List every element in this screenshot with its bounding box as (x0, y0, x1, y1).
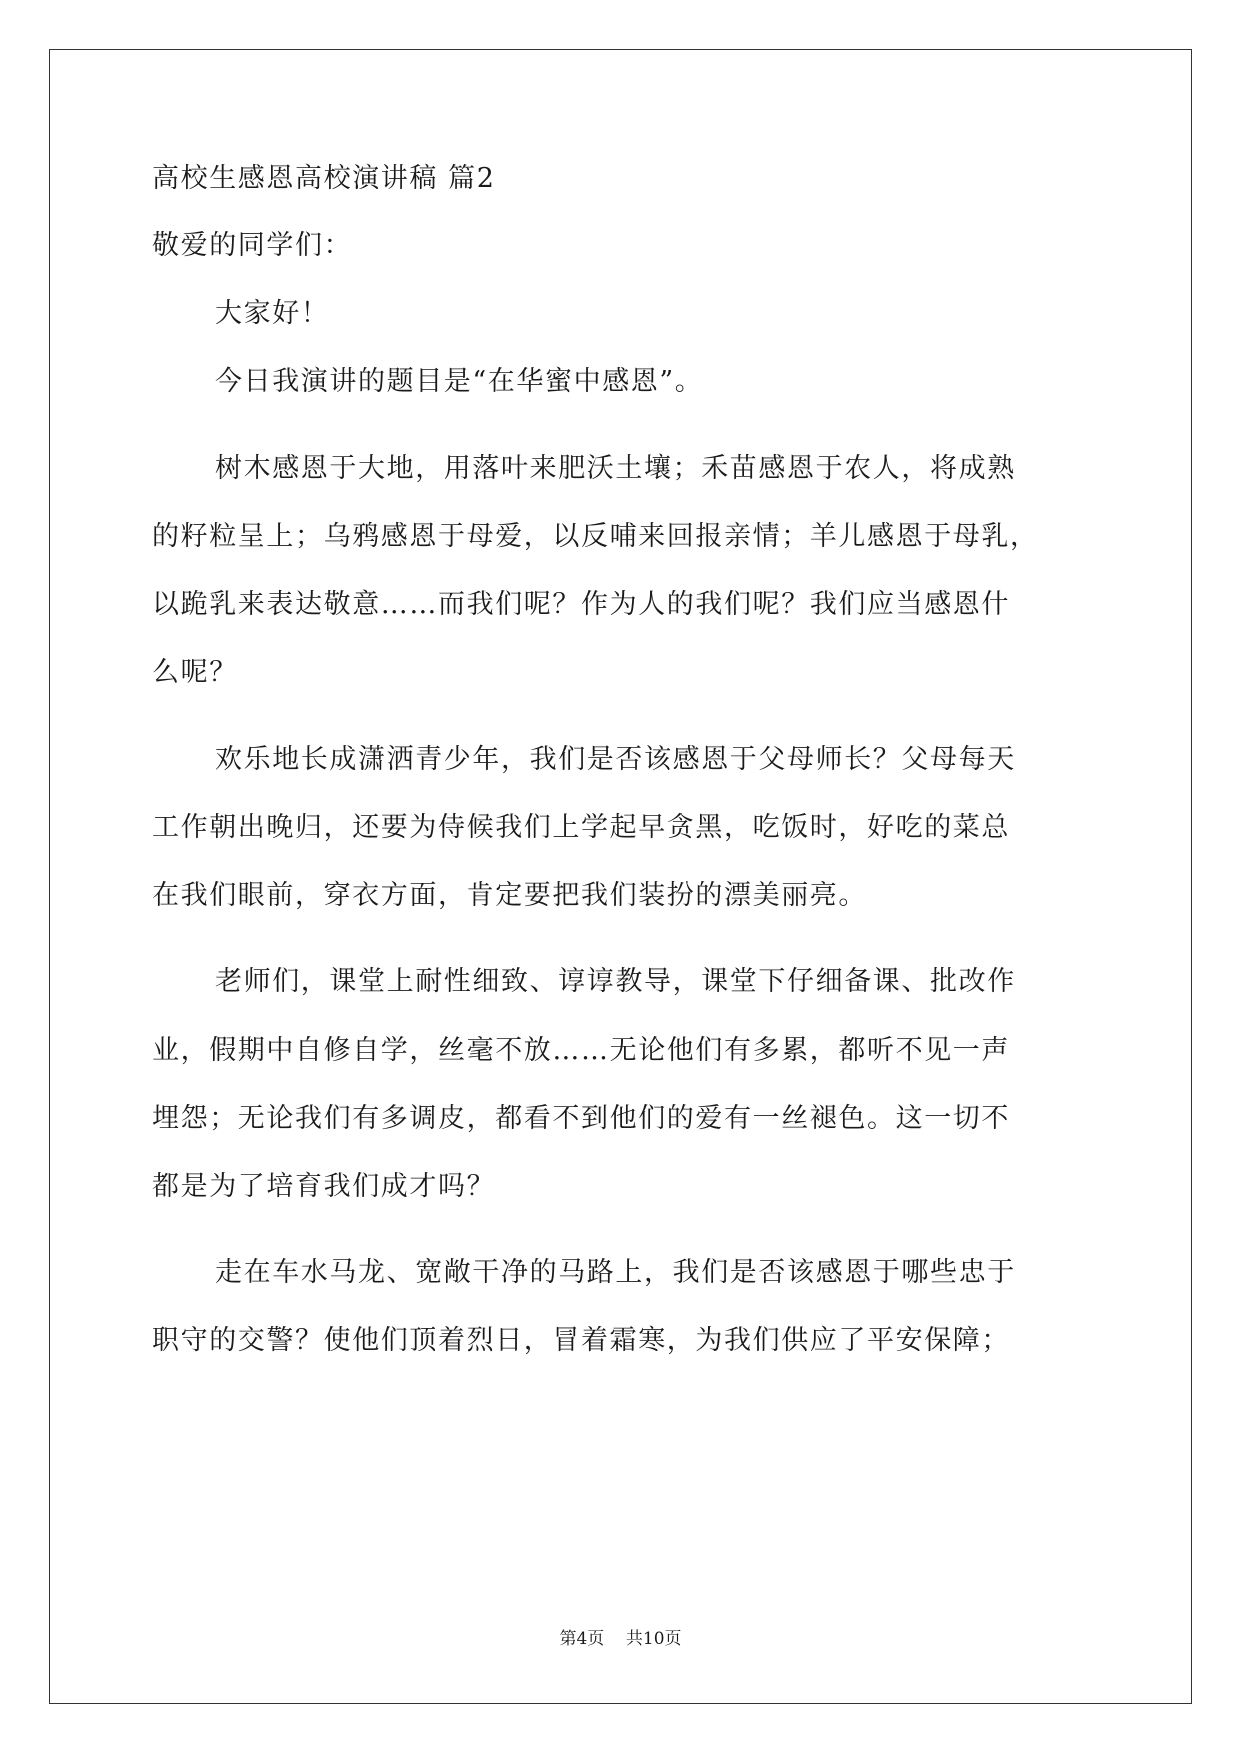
paragraph-line: 的籽粒呈上；乌鸦感恩于母爱，以反哺来回报亲情；羊儿感恩于母乳， (152, 521, 1039, 552)
paragraph-line: 走在车水马龙、宽敞干净的马路上，我们是否该感恩于哪些忠于 (215, 1257, 1016, 1288)
paragraph-line: 今日我演讲的题目是“在华蜜中感恩”。 (215, 366, 704, 397)
paragraph-line: 业，假期中自修自学，丝毫不放……无论他们有多累，都听不见一声 (152, 1035, 1010, 1066)
paragraph-line: 老师们，课堂上耐性细致、谆谆教导，课堂下仔细备课、批改作 (215, 966, 1016, 997)
paragraph-line: 工作朝出晚归，还要为侍候我们上学起早贪黑，吃饭时，好吃的菜总 (152, 812, 1010, 843)
greeting: 大家好！ (215, 298, 330, 329)
page-footer (0, 1628, 1241, 1650)
paragraph-line: 都是为了培育我们成才吗？ (152, 1171, 496, 1202)
paragraph-line: 么呢？ (152, 657, 238, 688)
salutation: 敬爱的同学们： (152, 230, 353, 261)
paragraph-line: 职守的交警？使他们顶着烈日，冒着霜寒，为我们供应了平安保障； (152, 1325, 1010, 1356)
paragraph-line: 树木感恩于大地，用落叶来肥沃土壤；禾苗感恩于农人，将成熟 (215, 453, 1016, 484)
document-title: 高校生感恩高校演讲稿 篇2 (152, 163, 496, 194)
paragraph-line: 欢乐地长成潇洒青少年，我们是否该感恩于父母师长？父母每天 (215, 744, 1016, 775)
page-total: 共10页 (625, 1629, 682, 1649)
page-number: 第4页 (559, 1629, 605, 1649)
paragraph-line: 以跪乳来表达敬意……而我们呢？作为人的我们呢？我们应当感恩什 (152, 589, 1010, 620)
paragraph-line: 埋怨；无论我们有多调皮，都看不到他们的爱有一丝褪色。这一切不 (152, 1103, 1010, 1134)
paragraph-line: 在我们眼前，穿衣方面，肯定要把我们装扮的漂美丽亮。 (152, 880, 867, 911)
